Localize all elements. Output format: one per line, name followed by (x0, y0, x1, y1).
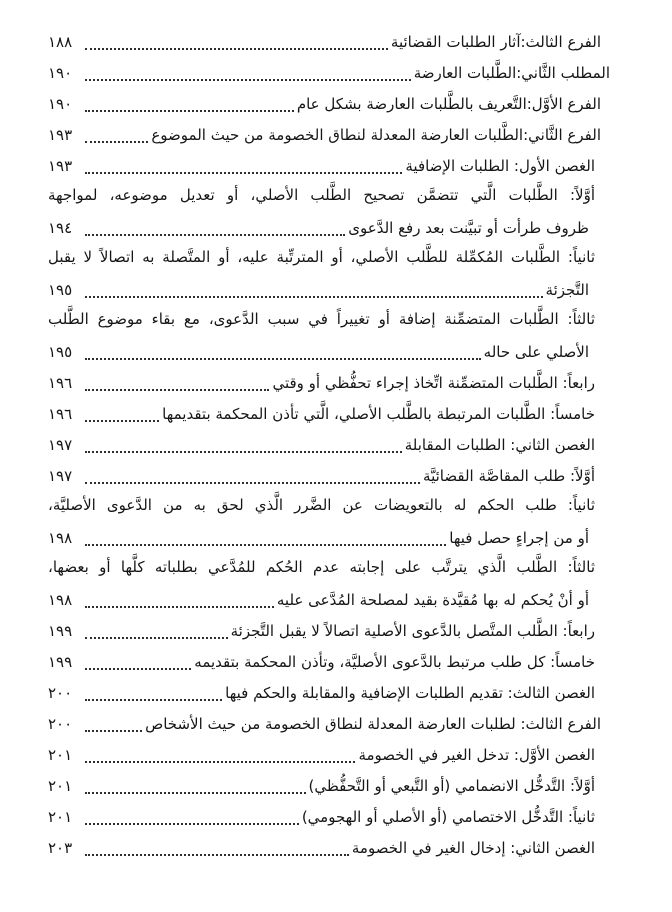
page-number: ١٩٥ (48, 343, 73, 361)
toc-entry (48, 274, 610, 305)
dotted-leader (85, 172, 402, 174)
toc-entry-title: أو من إجراءٍ حصل فيها (449, 529, 589, 547)
toc-entry (48, 491, 610, 522)
page-number: ١٩٧ (48, 436, 73, 454)
toc-entry-title: الغصن الأوَّل: تدخل الغير في الخصومة (358, 746, 595, 764)
toc-entry-title: الفرع الأوَّل:التَّعريف بالطَّلبات العارضة بشكل عام (296, 95, 601, 113)
toc-entry (48, 429, 610, 460)
toc-entry-title: ثالثاً: الطَّلب الَّذي يترتَّب على إجابته عدم الحُكم للمُدَّعي بطلباته كلَّها أو بعضها، (48, 558, 595, 576)
dotted-leader (85, 110, 294, 112)
toc-entry-title: رابعاً: الطَّلبات المتضمِّنة اتِّخاذ إجراء تحفُّظي أو وقتي (272, 374, 595, 392)
dotted-leader (85, 854, 349, 856)
toc-entry (48, 305, 610, 336)
dotted-leader (85, 358, 481, 360)
toc-list (48, 26, 610, 863)
dotted-leader (85, 544, 446, 546)
toc-entry (48, 460, 610, 491)
toc-entry-title: أوَّلاً: طلب المقاصَّة القضائيَّة (423, 467, 595, 485)
page-number: ٢٠١ (48, 777, 73, 795)
page-number: ١٩٩ (48, 622, 73, 640)
toc-entry-title: الغصن الثاني: الطلبات المقابلة (404, 436, 595, 454)
toc-entry (48, 212, 610, 243)
toc-entry-title: خامساً: كل طلب مرتبط بالدَّعوى الأصليَّة، وتأذن المحكمة بتقديمه (194, 653, 595, 671)
dotted-leader (85, 141, 148, 143)
dotted-leader (85, 792, 306, 794)
toc-entry-title: الفرع الثالث: لطلبات العارضة المعدلة لنطاق الخصومة من حيث الأشخاص (145, 715, 601, 733)
dotted-leader (85, 79, 411, 81)
toc-entry (48, 119, 610, 150)
toc-entry (48, 801, 610, 832)
toc-entry-title: رابعاً: الطَّلب المتَّصل بالدَّعوى الأصلية اتصالاً لا يقبل التَّجزئة (230, 622, 595, 640)
dotted-leader (85, 420, 159, 422)
page-number: ١٩٧ (48, 467, 73, 485)
toc-entry (48, 367, 610, 398)
toc-entry (48, 336, 610, 367)
dotted-leader (85, 606, 274, 608)
dotted-leader (85, 637, 228, 639)
toc-entry (48, 88, 610, 119)
toc-entry (48, 26, 610, 57)
dotted-leader (85, 482, 420, 484)
page-number: ١٩٦ (48, 374, 73, 392)
page-number: ٢٠١ (48, 746, 73, 764)
toc-entry-title: الفرع الثَّاني:الطَّلبات العارضة المعدلة لنطاق الخصومة من حيث الموضوع (151, 126, 601, 144)
toc-entry-title: الأصلي على حاله (483, 343, 589, 361)
toc-entry-title: الغصن الأول: الطلبات الإضافية (405, 157, 595, 175)
dotted-leader (85, 761, 355, 763)
toc-entry (48, 708, 610, 739)
dotted-leader (85, 234, 345, 236)
dotted-leader (85, 48, 388, 50)
toc-entry-title: المطلب الثَّاني:الطَّلبات العارضة (413, 64, 610, 82)
toc-entry-title: ثانياً: الطَّلبات المُكمِّلة للطَّلب الأصلي، أو المترتِّبة عليه، أو المتَّصلة به اتصالاً لا يقبل (48, 248, 595, 266)
page-number: ١٩٦ (48, 405, 73, 423)
toc-entry (48, 150, 610, 181)
toc-entry (48, 646, 610, 677)
toc-entry-title: ظروف طرأت أو تبيَّنت بعد رفع الدَّعوى (348, 219, 589, 237)
dotted-leader (85, 296, 543, 298)
toc-entry (48, 584, 610, 615)
dotted-leader (85, 668, 191, 670)
page-number: ٢٠٠ (48, 715, 73, 733)
toc-entry (48, 243, 610, 274)
dotted-leader (85, 389, 269, 391)
dotted-leader (85, 730, 142, 732)
toc-entry-title: أوَّلاً: الطَّلبات الَّتي تتضمَّن تصحيح الطَّلب الأصلي، أو تعديل موضوعه، لمواجهة (48, 186, 595, 204)
toc-entry-title: التَّجزئة (545, 281, 589, 299)
page-number: ١٩٤ (48, 219, 73, 237)
page-number: ١٩٥ (48, 281, 73, 299)
toc-entry (48, 677, 610, 708)
toc-entry-title: الغصن الثالث: تقديم الطلبات الإضافية والمقابلة والحكم فيها (225, 684, 595, 702)
toc-entry (48, 615, 610, 646)
page-number: ١٩٣ (48, 157, 73, 175)
page-number: ١٩٠ (48, 64, 73, 82)
dotted-leader (85, 451, 402, 453)
page-number: ٢٠٣ (48, 839, 73, 857)
toc-entry (48, 739, 610, 770)
toc-entry (48, 553, 610, 584)
page-number: ١٩٨ (48, 591, 73, 609)
dotted-leader (85, 699, 222, 701)
page-number: ١٩٠ (48, 95, 73, 113)
page-number: ١٩٣ (48, 126, 73, 144)
toc-entry (48, 770, 610, 801)
toc-entry-title: الفرع الثالث:آثار الطلبات القضائية (390, 33, 601, 51)
toc-entry (48, 57, 610, 88)
toc-entry-title: أو أنْ يُحكم له بها مُقيَّدة بقيد لمصلحة المُدَّعى عليه (276, 591, 589, 609)
toc-entry (48, 832, 610, 863)
page-number: ٢٠٠ (48, 684, 73, 702)
toc-entry-title: ثانياً: طلب الحكم له بالتعويضات عن الضَّرر الَّذي لحق به من الدَّعوى الأصليَّة، (48, 496, 595, 514)
toc-entry (48, 398, 610, 429)
page-number: ٢٠١ (48, 808, 73, 826)
toc-entry (48, 181, 610, 212)
toc-entry-title: الغصن الثاني: إدخال الغير في الخصومة (351, 839, 595, 857)
page-number: ١٨٨ (48, 33, 73, 51)
page-number: ١٩٩ (48, 653, 73, 671)
toc-entry-title: خامساً: الطَّلبات المرتبطة بالطَّلب الأصلي، الَّتي تأذن المحكمة بتقديمها (162, 405, 595, 423)
toc-entry (48, 522, 610, 553)
toc-entry-title: أوَّلاً: التَّدخُّل الانضمامي (أو التَّبعي أو التَّحفُّظي) (308, 777, 595, 795)
toc-entry-title: ثالثاً: الطَّلبات المتضمِّنة إضافة أو تغييراً في سبب الدَّعوى، مع بقاء موضوع الطَّلب (48, 310, 595, 328)
dotted-leader (85, 823, 299, 825)
page-number: ١٩٨ (48, 529, 73, 547)
toc-entry-title: ثانياً: التَّدخُّل الاختصامي (أو الأصلي أو الهجومي) (301, 808, 595, 826)
